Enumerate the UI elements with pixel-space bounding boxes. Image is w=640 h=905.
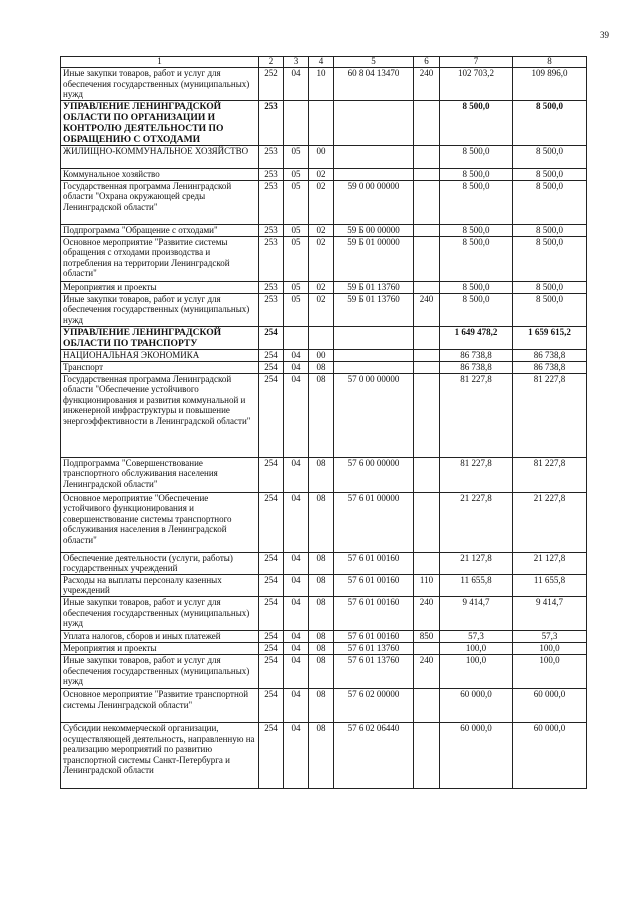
table-row [61,236,587,281]
table-row [61,169,587,181]
target-article-cell: 57 6 01 00160 [334,630,414,642]
ministry-code-cell: 253 [259,101,284,146]
item-name-cell: Подпрограмма "Обращение с отходами" [61,224,259,236]
target-article-cell: 60 8 04 13470 [334,68,414,101]
item-name-cell: Иные закупки товаров, работ и услуг для обеспечения государственных (муниципальных) нужд [61,68,259,101]
target-article-cell: 59 Б 01 13760 [334,293,414,326]
subsection-cell: 00 [309,146,334,169]
ministry-code-cell: 254 [259,552,284,574]
amount-year1-cell: 8 500,0 [440,293,513,326]
section-cell: 05 [284,224,309,236]
amount-year2-cell: 60 000,0 [513,688,587,722]
expense-type-cell: 850 [414,630,440,642]
amount-year1-cell: 100,0 [440,642,513,654]
table-row [61,146,587,169]
target-article-cell: 57 6 00 00000 [334,457,414,492]
expense-type-cell [414,169,440,181]
amount-year1-cell: 60 000,0 [440,722,513,788]
amount-year2-cell: 21 227,8 [513,492,587,552]
amount-year2-cell: 9 414,7 [513,596,587,630]
subsection-cell: 08 [309,552,334,574]
table-row [61,373,587,457]
ministry-code-cell: 254 [259,349,284,361]
target-article-cell: 57 6 01 13760 [334,654,414,688]
section-cell [284,326,309,349]
amount-year1-cell: 8 500,0 [440,180,513,224]
expense-type-cell [414,361,440,373]
amount-year1-cell: 8 500,0 [440,169,513,181]
amount-year2-cell: 86 738,8 [513,361,587,373]
expense-type-cell [414,552,440,574]
expense-type-cell [414,281,440,293]
ministry-code-cell: 254 [259,630,284,642]
ministry-code-cell: 254 [259,722,284,788]
table-row [61,492,587,552]
ministry-code-cell: 253 [259,224,284,236]
column-header-1: 1 [61,57,259,68]
section-cell: 04 [284,654,309,688]
table-row [61,293,587,326]
expense-type-cell [414,349,440,361]
item-name-cell: УПРАВЛЕНИЕ ЛЕНИНГРАДСКОЙ ОБЛАСТИ ПО ОРГАНИЗАЦИИ И КОНТРОЛЮ ДЕЯТЕЛЬНОСТИ ПО ОБРАЩЕНИЮ С ОТХОДАМИ [61,101,259,146]
item-name-cell: Мероприятия и проекты [61,642,259,654]
ministry-code-cell: 254 [259,574,284,596]
table-row [61,349,587,361]
ministry-code-cell: 254 [259,642,284,654]
amount-year2-cell: 100,0 [513,654,587,688]
section-cell: 05 [284,146,309,169]
subsection-cell [309,326,334,349]
item-name-cell: Иные закупки товаров, работ и услуг для обеспечения государственных (муниципальных) нужд [61,654,259,688]
section-cell: 04 [284,457,309,492]
expense-type-cell: 240 [414,293,440,326]
target-article-cell: 57 6 02 06440 [334,722,414,788]
subsection-cell: 02 [309,180,334,224]
item-name-cell: Основное мероприятие "Развитие системы обращения с отходами производства и потребления на территории Ленинградской области" [61,236,259,281]
subsection-cell: 08 [309,654,334,688]
amount-year2-cell: 81 227,8 [513,373,587,457]
item-name-cell: Коммунальное хозяйство [61,169,259,181]
amount-year1-cell: 21 127,8 [440,552,513,574]
subsection-cell: 00 [309,349,334,361]
amount-year2-cell: 11 655,8 [513,574,587,596]
expense-type-cell [414,642,440,654]
budget-table [60,56,587,789]
amount-year1-cell: 8 500,0 [440,101,513,146]
expense-type-cell [414,236,440,281]
ministry-code-cell: 254 [259,654,284,688]
column-header-5: 5 [334,57,414,68]
amount-year2-cell: 100,0 [513,642,587,654]
table-row [61,68,587,101]
amount-year2-cell: 86 738,8 [513,349,587,361]
ministry-code-cell: 253 [259,281,284,293]
amount-year2-cell: 8 500,0 [513,146,587,169]
column-header-2: 2 [259,57,284,68]
table-row [61,224,587,236]
target-article-cell: 59 0 00 00000 [334,180,414,224]
amount-year2-cell: 8 500,0 [513,101,587,146]
ministry-code-cell: 253 [259,236,284,281]
amount-year1-cell: 57,3 [440,630,513,642]
expense-type-cell [414,180,440,224]
amount-year2-cell: 1 659 615,2 [513,326,587,349]
target-article-cell [334,361,414,373]
section-cell: 04 [284,349,309,361]
target-article-cell: 59 Б 01 13760 [334,281,414,293]
ministry-code-cell: 254 [259,596,284,630]
amount-year2-cell: 8 500,0 [513,180,587,224]
ministry-code-cell: 254 [259,373,284,457]
item-name-cell: УПРАВЛЕНИЕ ЛЕНИНГРАДСКОЙ ОБЛАСТИ ПО ТРАНСПОРТУ [61,326,259,349]
subsection-cell: 02 [309,281,334,293]
amount-year1-cell: 1 649 478,2 [440,326,513,349]
item-name-cell: Субсидии некоммерческой организации, осуществляющей деятельность, направленную на реализацию мероприятий по развитию транспортной системы Санкт-Петербурга и Ленинградской области [61,722,259,788]
item-name-cell: Основное мероприятие "Обеспечение устойчивого функционирования и совершенствование системы транспортного обслуживания населения в Ленинградской области" [61,492,259,552]
section-cell: 05 [284,293,309,326]
expense-type-cell: 240 [414,654,440,688]
amount-year1-cell: 86 738,8 [440,349,513,361]
subsection-cell: 08 [309,722,334,788]
expense-type-cell: 240 [414,68,440,101]
target-article-cell: 57 6 01 00160 [334,596,414,630]
table-body [61,68,587,789]
ministry-code-cell: 254 [259,457,284,492]
section-cell: 04 [284,630,309,642]
target-article-cell: 57 6 01 00000 [334,492,414,552]
item-name-cell: Подпрограмма "Совершенствование транспортного обслуживания населения Ленинградской области" [61,457,259,492]
item-name-cell: Транспорт [61,361,259,373]
column-header-7: 7 [440,57,513,68]
amount-year1-cell: 8 500,0 [440,281,513,293]
amount-year2-cell: 60 000,0 [513,722,587,788]
amount-year1-cell: 11 655,8 [440,574,513,596]
amount-year1-cell: 9 414,7 [440,596,513,630]
item-name-cell: Государственная программа Ленинградской области "Охрана окружающей среды Ленинградской области" [61,180,259,224]
target-article-cell [334,326,414,349]
subsection-cell: 02 [309,224,334,236]
expense-type-cell [414,457,440,492]
target-article-cell: 59 Б 01 00000 [334,236,414,281]
expense-type-cell [414,722,440,788]
column-header-8: 8 [513,57,587,68]
section-cell: 05 [284,281,309,293]
subsection-cell [309,101,334,146]
table-row [61,457,587,492]
ministry-code-cell: 253 [259,169,284,181]
expense-type-cell [414,146,440,169]
section-cell: 04 [284,722,309,788]
ministry-code-cell: 254 [259,326,284,349]
subsection-cell: 08 [309,688,334,722]
item-name-cell: НАЦИОНАЛЬНАЯ ЭКОНОМИКА [61,349,259,361]
subsection-cell: 08 [309,492,334,552]
table-row [61,574,587,596]
table-row [61,642,587,654]
target-article-cell: 59 Б 00 00000 [334,224,414,236]
item-name-cell: ЖИЛИЩНО-КОММУНАЛЬНОЕ ХОЗЯЙСТВО [61,146,259,169]
section-cell: 04 [284,596,309,630]
target-article-cell: 57 6 02 00000 [334,688,414,722]
subsection-cell: 08 [309,373,334,457]
amount-year1-cell: 81 227,8 [440,457,513,492]
section-cell: 05 [284,236,309,281]
amount-year2-cell: 8 500,0 [513,236,587,281]
expense-type-cell [414,326,440,349]
table-row [61,281,587,293]
table-row [61,361,587,373]
ministry-code-cell: 252 [259,68,284,101]
amount-year1-cell: 60 000,0 [440,688,513,722]
subsection-cell: 08 [309,642,334,654]
expense-type-cell [414,224,440,236]
table-row [61,630,587,642]
amount-year2-cell: 81 227,8 [513,457,587,492]
item-name-cell: Мероприятия и проекты [61,281,259,293]
amount-year1-cell: 21 227,8 [440,492,513,552]
column-header-3: 3 [284,57,309,68]
amount-year1-cell: 81 227,8 [440,373,513,457]
subsection-cell: 08 [309,457,334,492]
item-name-cell: Обеспечение деятельности (услуги, работы) государственных учреждений [61,552,259,574]
section-cell: 05 [284,180,309,224]
table-row [61,654,587,688]
target-article-cell [334,146,414,169]
amount-year2-cell: 57,3 [513,630,587,642]
item-name-cell: Расходы на выплаты персоналу казенных учреждений [61,574,259,596]
subsection-cell: 02 [309,236,334,281]
section-cell: 04 [284,688,309,722]
target-article-cell [334,169,414,181]
item-name-cell: Основное мероприятие "Развитие транспортной системы Ленинградской области" [61,688,259,722]
section-cell: 05 [284,169,309,181]
ministry-code-cell: 253 [259,180,284,224]
target-article-cell [334,101,414,146]
section-cell: 04 [284,492,309,552]
item-name-cell: Уплата налогов, сборов и иных платежей [61,630,259,642]
amount-year1-cell: 100,0 [440,654,513,688]
column-header-6: 6 [414,57,440,68]
subsection-cell: 02 [309,169,334,181]
section-cell: 04 [284,373,309,457]
ministry-code-cell: 254 [259,492,284,552]
ministry-code-cell: 253 [259,146,284,169]
amount-year2-cell: 8 500,0 [513,169,587,181]
expense-type-cell: 240 [414,596,440,630]
amount-year2-cell: 8 500,0 [513,281,587,293]
table-row [61,101,587,146]
amount-year1-cell: 8 500,0 [440,224,513,236]
expense-type-cell [414,688,440,722]
amount-year2-cell: 8 500,0 [513,224,587,236]
section-cell: 04 [284,552,309,574]
subsection-cell: 02 [309,293,334,326]
target-article-cell: 57 6 01 13760 [334,642,414,654]
subsection-cell: 08 [309,574,334,596]
item-name-cell: Иные закупки товаров, работ и услуг для обеспечения государственных (муниципальных) нужд [61,293,259,326]
table-row [61,326,587,349]
target-article-cell: 57 0 00 00000 [334,373,414,457]
table-row [61,180,587,224]
amount-year2-cell: 8 500,0 [513,293,587,326]
target-article-cell [334,349,414,361]
table-row [61,722,587,788]
ministry-code-cell: 254 [259,688,284,722]
page-number: 39 [600,30,609,40]
target-article-cell: 57 6 01 00160 [334,552,414,574]
expense-type-cell [414,492,440,552]
section-cell: 04 [284,361,309,373]
table-row [61,552,587,574]
section-cell [284,101,309,146]
amount-year2-cell: 109 896,0 [513,68,587,101]
amount-year1-cell: 102 703,2 [440,68,513,101]
amount-year1-cell: 8 500,0 [440,236,513,281]
header-row [61,57,587,68]
amount-year1-cell: 8 500,0 [440,146,513,169]
ministry-code-cell: 253 [259,293,284,326]
subsection-cell: 08 [309,361,334,373]
section-cell: 04 [284,574,309,596]
amount-year2-cell: 21 127,8 [513,552,587,574]
table-row [61,688,587,722]
item-name-cell: Государственная программа Ленинградской области "Обеспечение устойчивого функционирования и развития коммунальной и инженерной инфраструктуры и повышение энергоэффективности в Ленинградской области" [61,373,259,457]
target-article-cell: 57 6 01 00160 [334,574,414,596]
expense-type-cell [414,373,440,457]
section-cell: 04 [284,642,309,654]
column-header-4: 4 [309,57,334,68]
item-name-cell: Иные закупки товаров, работ и услуг для обеспечения государственных (муниципальных) нужд [61,596,259,630]
subsection-cell: 10 [309,68,334,101]
expense-type-cell: 110 [414,574,440,596]
expense-type-cell [414,101,440,146]
section-cell: 04 [284,68,309,101]
amount-year1-cell: 86 738,8 [440,361,513,373]
subsection-cell: 08 [309,596,334,630]
table-row [61,596,587,630]
subsection-cell: 08 [309,630,334,642]
ministry-code-cell: 254 [259,361,284,373]
